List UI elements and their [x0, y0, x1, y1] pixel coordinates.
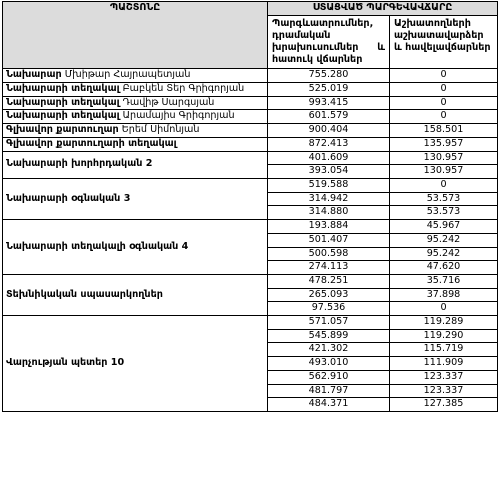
- person-name: Դավիթ Սարգսյան: [122, 96, 215, 108]
- table-row: [3, 137, 498, 151]
- wage-value: 130.957: [390, 151, 498, 165]
- bonus-value: 478.251: [268, 274, 390, 288]
- wage-value: 53.573: [390, 192, 498, 206]
- bonus-value: 484.371: [268, 398, 390, 412]
- bonus-value: 193.884: [268, 220, 390, 234]
- bonus-value: 401.609: [268, 151, 390, 165]
- group-label: Տեխնիկական սպասարկողներ: [3, 274, 268, 315]
- table-row: [3, 220, 498, 234]
- wage-value: 95.242: [390, 233, 498, 247]
- bonus-value: 562.910: [268, 370, 390, 384]
- wage-value: 0: [390, 96, 498, 110]
- position-title: Նախարարի տեղակալ: [6, 83, 120, 95]
- bonus-value: 545.899: [268, 329, 390, 343]
- table-row: [3, 179, 498, 193]
- wage-value: 123.337: [390, 370, 498, 384]
- position-cell: [3, 124, 268, 138]
- bonus-value: 265.093: [268, 288, 390, 302]
- wage-value: 47.620: [390, 261, 498, 275]
- table-row: [3, 83, 498, 97]
- salary-group-header: ՍՏԱՑՎԱԾ ՊԱՐԳԵՎԱՎՃԱՐԸ: [268, 2, 498, 16]
- bonus-value: 500.598: [268, 247, 390, 261]
- person-name: Բաբկեն Տեր Գրիգորյան: [122, 83, 245, 95]
- position-cell: [3, 110, 268, 124]
- bonus-value: 97.536: [268, 302, 390, 316]
- wage-value: 37.898: [390, 288, 498, 302]
- position-title: Նախարար: [6, 69, 62, 81]
- wage-value: 53.573: [390, 206, 498, 220]
- group-label: Նախարարի խորհրդական 2: [3, 151, 268, 178]
- group-label: Վարչության պետեր 10: [3, 316, 268, 412]
- bonus-value: 493.010: [268, 357, 390, 371]
- wage-value: 130.957: [390, 165, 498, 179]
- table-row: [3, 69, 498, 83]
- position-title: Գլխավոր քարտուղարի տեղակալ: [6, 137, 177, 149]
- bonus-value: 993.415: [268, 96, 390, 110]
- bonus-value: 314.880: [268, 206, 390, 220]
- wage-value: 45.967: [390, 220, 498, 234]
- person-name: Մխիթար Հայրապետյան: [64, 69, 191, 81]
- position-cell: [3, 83, 268, 97]
- bonus-column-header: Պարգևատրումներ, դրամական խրախուսումներ և հատուկ վճարներ: [268, 16, 390, 69]
- bonus-value: 900.404: [268, 124, 390, 138]
- group-label: Նախարարի տեղակալի օգնական 4: [3, 220, 268, 275]
- person-name: Արամայիս Գրիգորյան: [122, 110, 235, 122]
- wage-value: 158.501: [390, 124, 498, 138]
- position-cell: [3, 96, 268, 110]
- position-title: Նախարարի տեղակալ: [6, 110, 120, 122]
- bonus-value: 421.302: [268, 343, 390, 357]
- table-row: [3, 151, 498, 165]
- bonus-value: 501.407: [268, 233, 390, 247]
- wage-value: 135.957: [390, 137, 498, 151]
- wage-value: 0: [390, 302, 498, 316]
- wage-value: 115.719: [390, 343, 498, 357]
- wage-value: 0: [390, 110, 498, 124]
- person-name: Երեմ Սիմոնյան: [121, 124, 200, 136]
- bonus-value: 571.057: [268, 316, 390, 330]
- wage-value: 127.385: [390, 398, 498, 412]
- group-label: Նախարարի օգնական 3: [3, 179, 268, 220]
- bonus-value: 601.579: [268, 110, 390, 124]
- bonus-value: 519.588: [268, 179, 390, 193]
- bonus-value: 274.113: [268, 261, 390, 275]
- position-header: ՊԱՇՏՈՆԸ: [3, 2, 268, 69]
- bonus-value: 314.942: [268, 192, 390, 206]
- table-row: [3, 274, 498, 288]
- table-row: [3, 110, 498, 124]
- wage-value: 0: [390, 179, 498, 193]
- wage-value: 95.242: [390, 247, 498, 261]
- position-cell: [3, 137, 268, 151]
- table-row: [3, 316, 498, 330]
- wage-value: 119.290: [390, 329, 498, 343]
- wage-value: 0: [390, 83, 498, 97]
- wage-value: 123.337: [390, 384, 498, 398]
- bonus-value: 481.797: [268, 384, 390, 398]
- salary-table: [2, 1, 498, 412]
- table-row: [3, 124, 498, 138]
- wage-column-header: Աշխատողների աշխատավարձեր և հավելավճարներ: [390, 16, 498, 69]
- table-row: [3, 96, 498, 110]
- bonus-value: 525.019: [268, 83, 390, 97]
- wage-value: 111.909: [390, 357, 498, 371]
- bonus-value: 755.280: [268, 69, 390, 83]
- wage-value: 119.289: [390, 316, 498, 330]
- bonus-value: 872.413: [268, 137, 390, 151]
- position-title: Գլխավոր քարտուղար: [6, 124, 119, 136]
- wage-value: 0: [390, 69, 498, 83]
- position-cell: [3, 69, 268, 83]
- position-title: Նախարարի տեղակալ: [6, 96, 120, 108]
- wage-value: 35.716: [390, 274, 498, 288]
- bonus-value: 393.054: [268, 165, 390, 179]
